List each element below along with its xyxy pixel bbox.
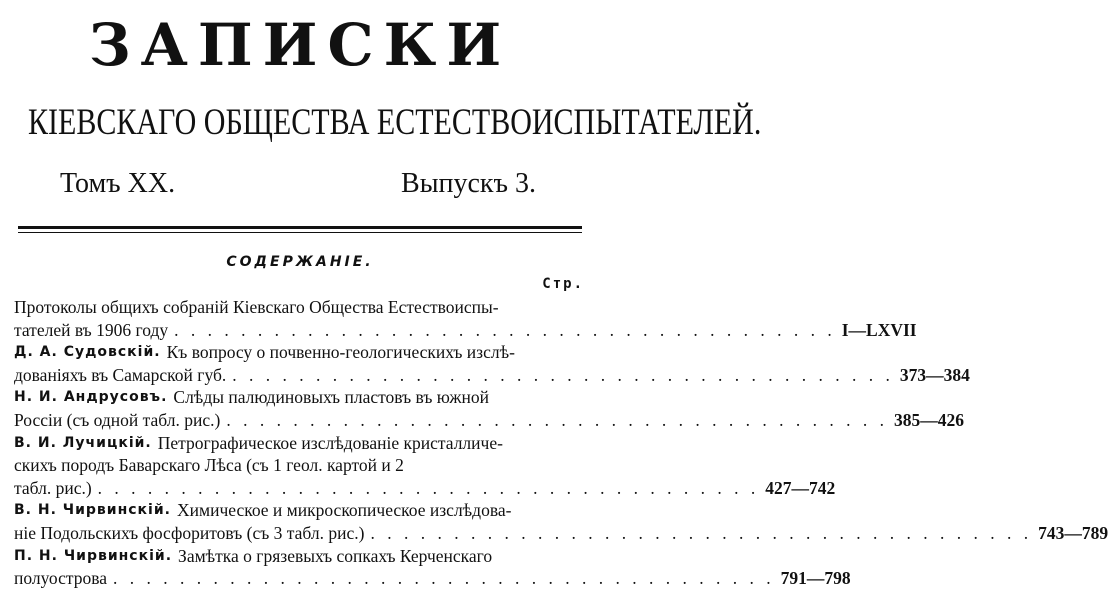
contents-heading: СОДЕРЖАНІЕ. [226, 254, 374, 270]
entry-text: Протоколы общихъ собраній Кіевскаго Общества Естествоиспы- [14, 297, 499, 317]
entry-text: Химическое и микроскопическое изслѣдова- [177, 500, 512, 521]
entry-text: Замѣтка о грязевыхъ сопкахъ Керченскаго [178, 545, 493, 566]
entry-text: Россіи (съ одной табл. рис.) [14, 409, 221, 430]
volume-issue-row [0, 168, 600, 208]
entry-pages: 743—789 [1038, 522, 1108, 543]
toc-entry[interactable] [14, 545, 851, 590]
entry-text: скихъ породъ Баварскаго Лѣса (съ 1 геол. картой и 2 [14, 455, 404, 476]
toc-entry[interactable] [14, 386, 964, 431]
entry-pages: 791—798 [780, 568, 851, 589]
entry-pages: I—LXVII [841, 319, 917, 340]
entry-text: тателей въ 1906 году [14, 319, 169, 340]
issue-label: Выпускъ 3. [401, 168, 536, 199]
toc-entry[interactable] [14, 341, 970, 386]
journal-title: ЗАПИСКИ [88, 11, 512, 79]
toc-entry[interactable] [14, 296, 917, 341]
entry-text: полуострова [14, 568, 108, 589]
dot-leader: . . . . . . . . . . . . . . . . . . . . . . . . . . . . . . . . . . . . . . . . [174, 319, 836, 340]
table-of-contents [14, 296, 1108, 590]
entry-author: В. И. Лучицкій. [14, 434, 152, 451]
dot-leader: . . . . . . . . . . . . . . . . . . . . . . . . . . . . . . . . . . . . . . . . [226, 409, 888, 430]
divider-thin [18, 232, 582, 233]
entry-author: Н. И. Андрусовъ. [14, 389, 168, 406]
entry-pages: 427—742 [765, 477, 836, 498]
entry-text: дованіяхъ въ Самарской губ. [14, 364, 227, 385]
entry-text: ніе Подольскихъ фосфоритовъ (съ 3 табл. рис.) [14, 522, 365, 543]
dot-leader: . . . . . . . . . . . . . . . . . . . . . . . . . . . . . . . . . . . . . . . . [370, 522, 1033, 543]
entry-text: Петрографическое изслѣдованіе кристалличе- [157, 432, 503, 453]
entry-text: табл. рис.) [14, 477, 92, 498]
toc-entry[interactable] [14, 499, 1108, 544]
dot-leader: . . . . . . . . . . . . . . . . . . . . . . . . . . . . . . . . . . . . . . . . [113, 568, 775, 589]
journal-subtitle: КІЕВСКАГО ОБЩЕСТВА ЕСТЕСТВОИСПЫТАТЕЛЕЙ. [28, 101, 762, 143]
dot-leader: . . . . . . . . . . . . . . . . . . . . . . . . . . . . . . . . . . . . . . . . [97, 477, 760, 498]
dot-leader: . . . . . . . . . . . . . . . . . . . . . . . . . . . . . . . . . . . . . . . . [232, 364, 894, 385]
entry-text: Слѣды палюдиновыхъ пластовъ въ южной [173, 387, 489, 408]
volume-label: Томъ XX. [60, 168, 176, 199]
toc-entry[interactable] [14, 432, 836, 500]
entry-author: В. Н. Чирвинскій. [14, 502, 171, 519]
entry-pages: 385—426 [893, 409, 964, 430]
entry-author: П. Н. Чирвинскій. [14, 547, 173, 564]
entry-pages: 373—384 [899, 364, 970, 385]
entry-text: Къ вопросу о почвенно-геологическихъ изслѣ- [166, 342, 515, 363]
divider-thick [18, 226, 582, 229]
entry-author: Д. А. Судовскій. [14, 344, 161, 361]
page-column-heading: Стр. [542, 276, 584, 292]
